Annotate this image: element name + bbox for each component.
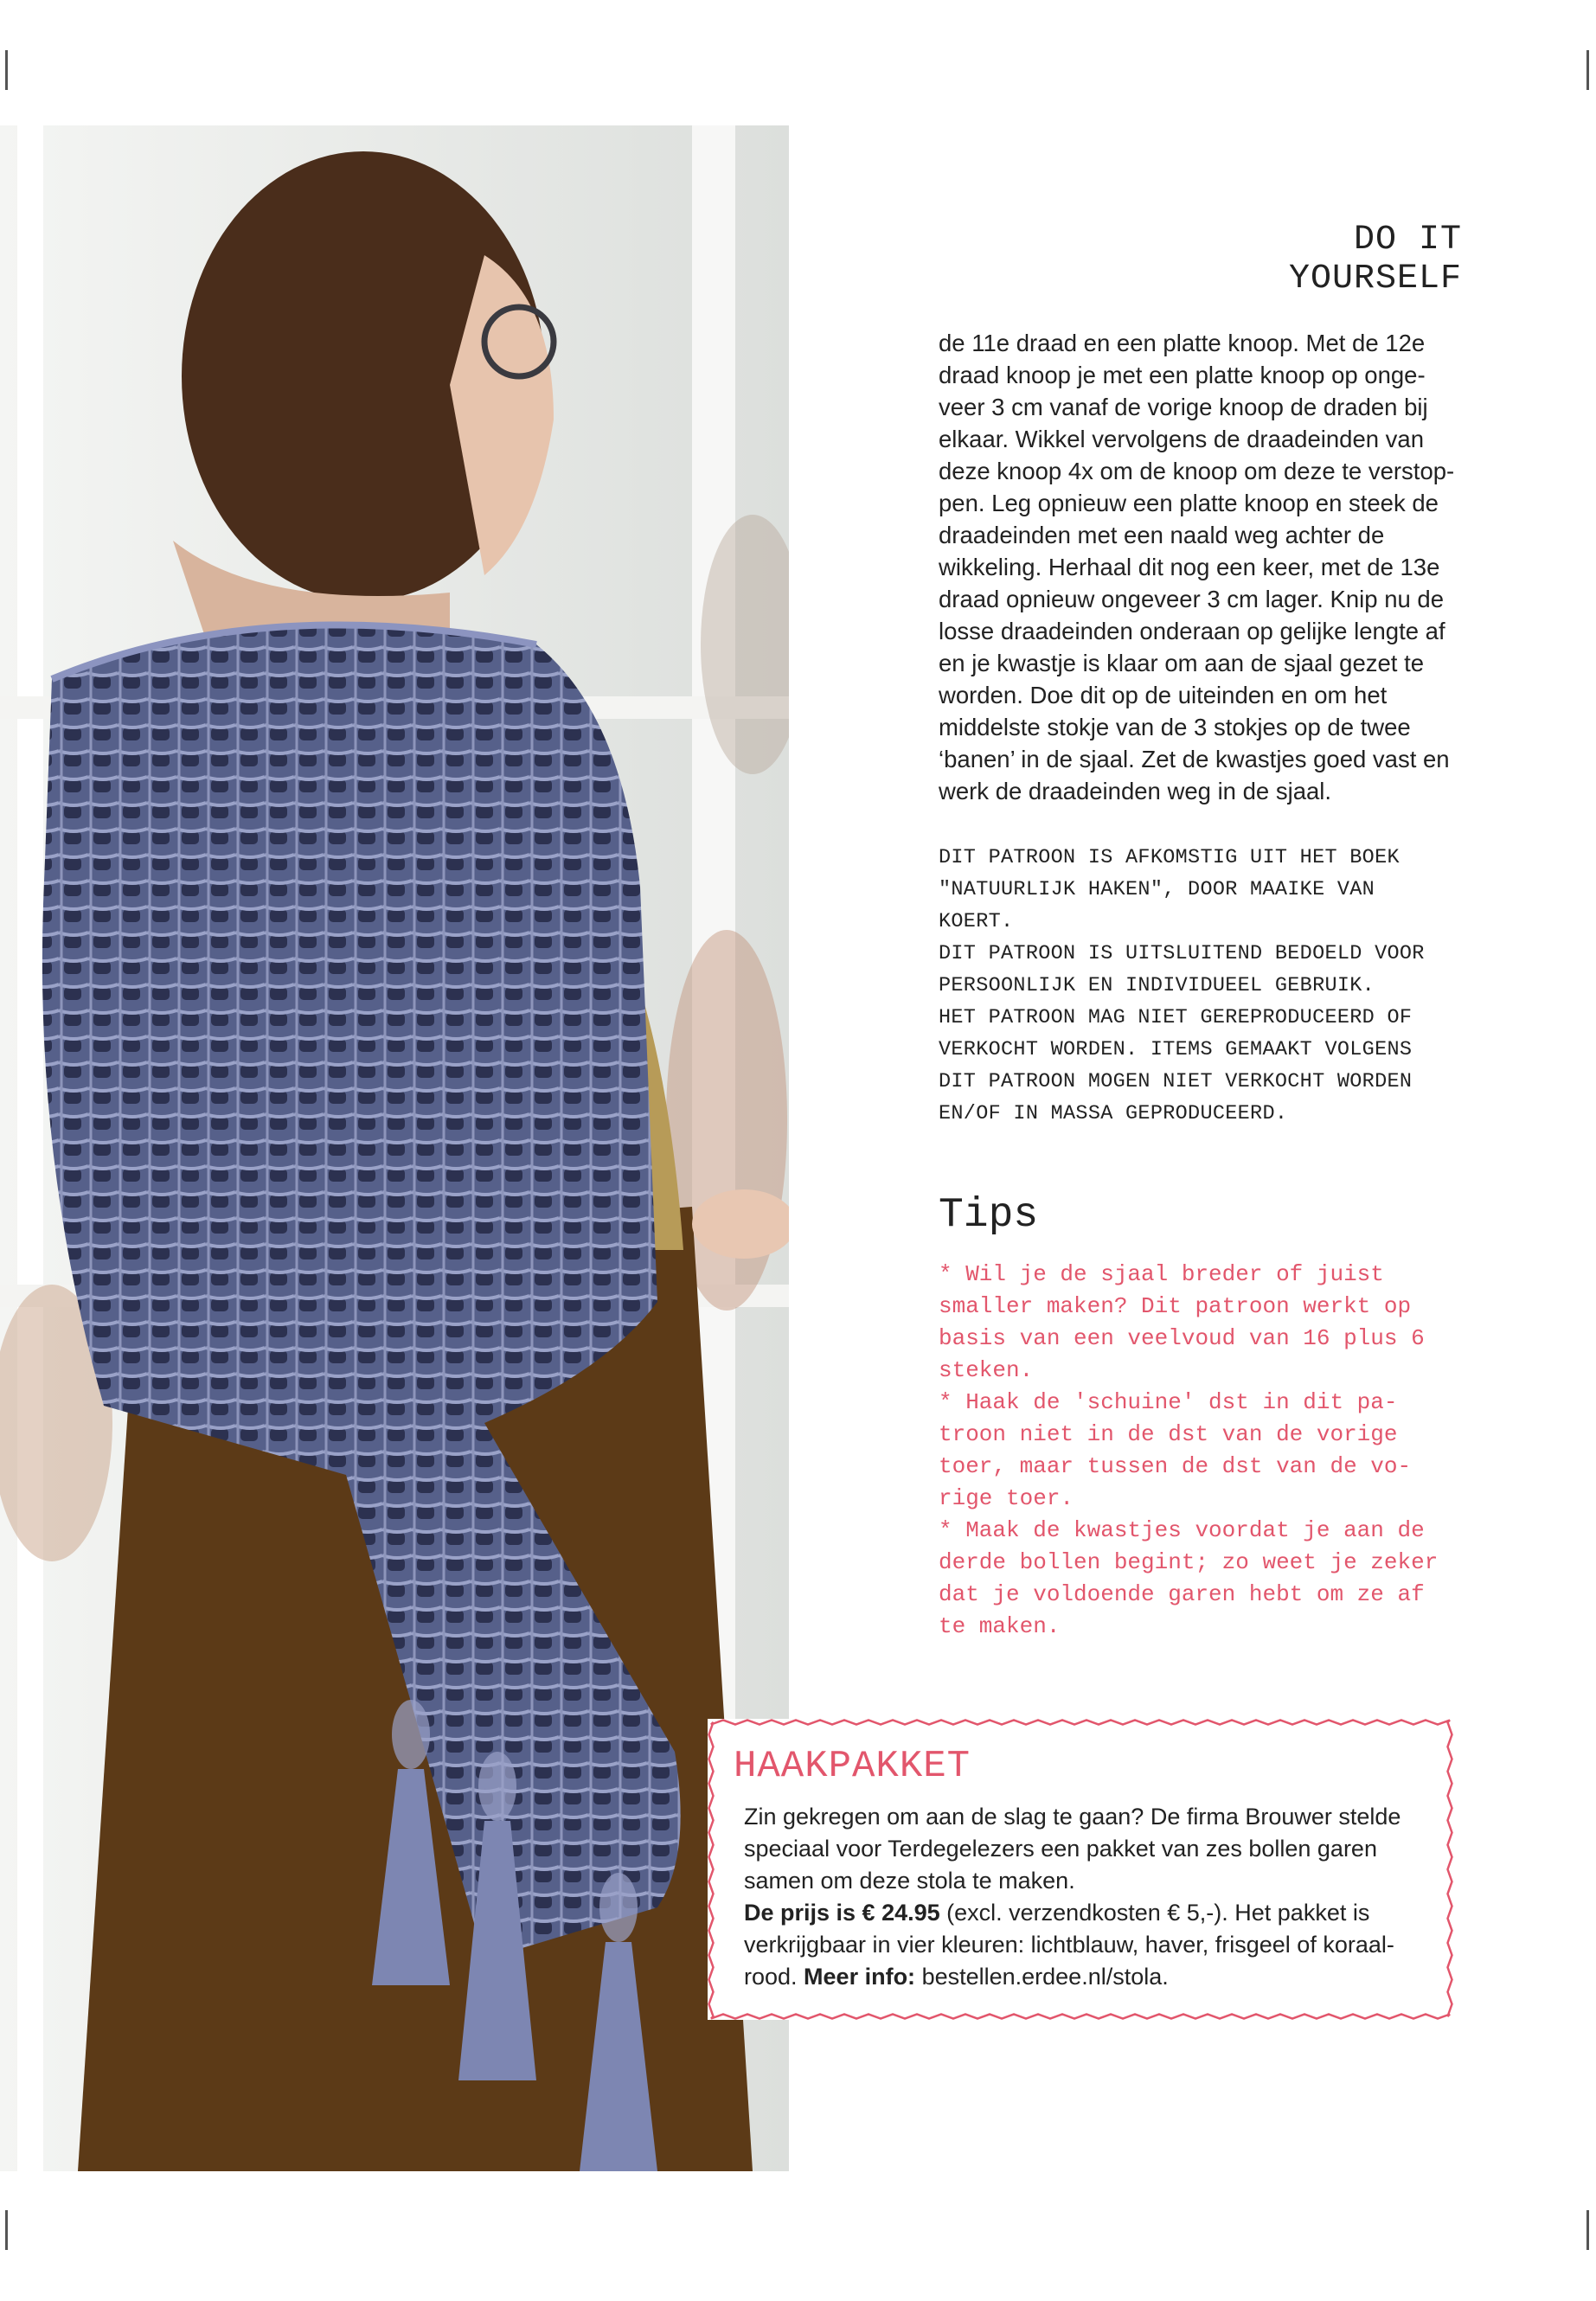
tip-line: basis van een veelvoud van 16 plus 6 <box>939 1325 1425 1351</box>
tip-line: smaller maken? Dit patroon werkt op <box>939 1293 1412 1319</box>
crop-mark-top-right <box>1586 50 1589 90</box>
tip-line: derde bollen begint; zo weet je zeker <box>939 1549 1439 1575</box>
tips-heading: Tips <box>939 1192 1039 1239</box>
notice-line: DIT PATROON MOGEN NIET VERKOCHT WORDEN <box>939 1070 1413 1093</box>
notice-line: KOERT. <box>939 910 1014 933</box>
crop-mark-top-left <box>5 50 8 90</box>
tip-line: * Wil je de sjaal breder of juist <box>939 1261 1384 1287</box>
notice-line: "NATUURLIJK HAKEN", DOOR MAAIKE VAN <box>939 878 1375 901</box>
haakpakket-intro: Zin gekregen om aan de slag te gaan? De firma Brouwer stelde speciaal voor Terdegelezers een pakket van zes bollen garen samen om deze stola te maken. <box>744 1804 1401 1894</box>
tip-line: te maken. <box>939 1613 1061 1639</box>
section-label: DO IT YOURSELF <box>1288 221 1462 298</box>
tip-line: troon niet in de dst van de vorige <box>939 1421 1398 1447</box>
photo-woman-shawl <box>0 125 789 2171</box>
article-paragraph: de 11e draad en een platte knoop. Met de 12e draad knoop je met een platte knoop op onge-veer 3 cm vanaf de vorige knoop de draden bij elkaar. Wikkel vervolgens de draadeinden van deze knoop 4x om de knoop om deze te verstop-pen. Leg opnieuw een platte knoop en steek de draadeinden met een naald weg achter de wikkeling. Herhaal dit nog een keer, met de 13e draad opnieuw ongeveer 3 cm lager. Knip nu de losse draadeinden onderaan op gelijke lengte af en je kwastje is klaar om aan de sjaal gezet te worden. Doe dit op de uiteinden en om het middelste stokje van de 3 stokjes op de twee ‘banen’ in de sjaal. Zet de kwastjes goed vast en werk de draadeinden weg in de sjaal. <box>939 330 1455 804</box>
info-link[interactable]: bestellen.erdee.nl/stola. <box>915 1964 1169 1990</box>
tip-line: * Haak de 'schuine' dst in dit pa- <box>939 1389 1398 1415</box>
tip-line: steken. <box>939 1357 1034 1383</box>
tip-line: toer, maar tussen de dst van de vo- <box>939 1453 1412 1479</box>
copyright-notice <box>939 842 1466 1130</box>
crop-mark-bottom-right <box>1586 2210 1589 2250</box>
notice-line: HET PATROON MAG NIET GEREPRODUCEERD OF <box>939 1006 1413 1029</box>
notice-line: VERKOCHT WORDEN. ITEMS GEMAAKT VOLGENS <box>939 1038 1413 1061</box>
haakpakket-body <box>744 1801 1427 1993</box>
info-label: Meer info: <box>804 1964 916 1990</box>
crop-mark-bottom-left <box>5 2210 8 2250</box>
tip-line: dat je voldoende garen hebt om ze af <box>939 1581 1425 1607</box>
price-label: De prijs is € 24.95 <box>744 1900 940 1926</box>
notice-line: PERSOONLIJK EN INDIVIDUEEL GEBRUIK. <box>939 974 1375 997</box>
tip-line: * Maak de kwastjes voordat je aan de <box>939 1517 1425 1543</box>
tip-line: rige toer. <box>939 1485 1074 1511</box>
notice-line: DIT PATROON IS AFKOMSTIG UIT HET BOEK <box>939 846 1400 869</box>
haakpakket-box <box>708 1719 1453 2020</box>
photo-illustration <box>0 125 789 2171</box>
tips-list <box>939 1259 1471 1643</box>
notice-line: DIT PATROON IS UITSLUITEND BEDOELD VOOR <box>939 942 1425 965</box>
notice-line: EN/OF IN MASSA GEPRODUCEERD. <box>939 1102 1288 1125</box>
haakpakket-title: HAAKPAKKET <box>734 1745 971 1788</box>
price-details: (excl. verzendkosten € 5,-). Het pakket is verkrijgbaar in vier kleuren: lichtblauw, haver, frisgeel of koraal-rood. <box>744 1900 1394 1990</box>
